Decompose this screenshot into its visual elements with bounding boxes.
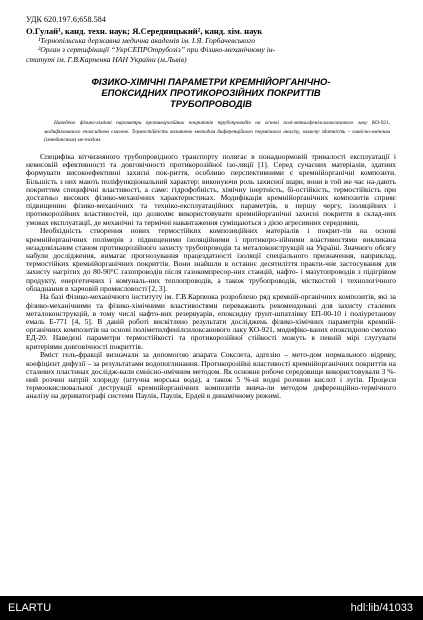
udc-code: УДК 620.197.6;658.584 (26, 15, 106, 24)
title-line-3: ТРУБОПРОВОДІВ (170, 98, 252, 110)
abstract: Наведено фізико-хімічні параметри протикорозійних покриттів трубопроводів на основі полі-метилфенілсилоксанового лаку КО-921, модифікованого епоксидною смолою. Термостійкість визначено методом диференційного термічного аналізу, захисну здатність – ємнісно-омічним (імпедансним) ме-тодом. (44, 120, 390, 144)
affiliation-2 (26, 45, 396, 64)
affiliation-1-text: ¹Тернопільська державна медична академія ім. І.Я. Горбачевського (38, 36, 255, 45)
title-line-1: ФІЗИКО-ХІМІЧНІ ПАРАМЕТРИ КРЕМНІЙОРГАНІЧНО- (91, 76, 331, 88)
affiliation-2-text-cont: ституті ім. Г.В.Карпенка НАН України (м.Львів) (26, 54, 187, 64)
body-paragraph-1: Специфіка вітчизняного трубопровідного транспорту полягає в понаднормовій тривалості експлуатації і невисокій ефективності та довговічності протикорозійної ізо-ляції [1]. Серед сучасних матеріалів, здатних формувати високоефективні захисні пок-риття, особливо перспективними є кремнійорганічні композити. Більшість з них мають поліфункціональний характер: виконуючи роль захисної шари, вони в той же час на-дають покриттям специфічні властивості, а саме: гідрофобність, хімічну інертність, бі-остійкість, термостійкість при достатньо високих фізико-механічних характеристиках. Модифікація кремнійорганічних композитів сприяє підвищенню фізико-механічних та техніко-експлуатаційних параметрів, в першу чергу, ізоляційних і протикорозійних властивостей, що дозволяє використовувати кремнійорганічні захисні покриття в склад-них умовах експлуатації, де механічні та термічні навантаження суміщаються з дією агресивних середовищ. (26, 152, 396, 227)
body-paragraph-2: Необхідність створення нових термостійких композиційних матеріалів і покрит-тів на основі кремнійорганічних полімерів з підвищеними ізоляційними і протикоро-зійними властивостями викликана незадовільним станом протикорозійного захисту трубопроводів та металоконструкцій на Україні. Значного обсягу набули дослідження, вимагає прогнозування працездатності ізоляції спеціального призначення, наприклад, термостійких кремнійорганічних покриттів. Вони знайшли в останнє десятиліття практи-чне застосування для захисту нагрітих до 80-90°С газопроводів після газокомпресор-них станцій, нафто- і мазутопроводів з підігрівом продукту, енергетичних і комуналь-них теплопроводів, а також трубопроводів, місткостей і технологічного обладнання в харчовій промисловості [2, 3]. (26, 226, 396, 293)
footer-bar (0, 596, 423, 620)
repository-label: ELARTU (8, 602, 52, 614)
body-paragraph-3: На базі Фізико-механічного інституту ім. Г.В.Карпенка розроблено ряд кремній-органічних композитів, які за фізико-механічними та фізико-хімічними властивостями переважають рекомендовані для захисту сталевих металоконструкцій, в тому числі нафто-вих резервуарів, епоксидну ґрунт-шпатлівку ЕП-00-10 і поліуретанову емаль Е-771 [4, 5]. В даній роботі висвітлено результати досліджень фізико-хімічних параметрів кремній-органічних композитів на основі поліметилфенілсилоксанового лаку КО-921, модифіко-ваних епоксидною смолою ЕД-20. Наведені параметри термостійкості та протикорозійної стійкості можуть в певній мірі слугувати критеріями довговічності покриттів. (26, 292, 396, 351)
body-paragraph-4: Вміст гель-фракції визначали за допомогою апарата Сокслета, адгезію – мето-дом нормального відриву, коефіцієнт дифузії – за результатами водопоглинання. Протикорозійні властивості кремнійорганічних покриттів на сталевих пластинах дослідж-вали ємнісно-омічним методом. Як основне робоче середовище використовували 3 %-ний розчин натрій хлориду (штучна морська вода), а також 5 %-ні водні розчини кислот і лугів. Процеси термоокислювальної деструкції кремнійорганічних композитів вивча-ли методом диференційно-термічного аналізу на дериватографі системи Паулік, Паулік, Ердей в динамічному режимі. (26, 350, 396, 401)
affiliation-1 (26, 36, 396, 45)
article-title (26, 76, 396, 109)
document-page (26, 15, 396, 401)
title-line-2: ЕПОКСИДНИХ ПРОТИКОРОЗІЙНИХ ПОКРИТТІВ (101, 87, 321, 99)
handle-identifier: hdl:lib/41033 (350, 602, 413, 614)
authors-line: О.Гулай¹, канд. техн. наук; Я.Середницький², канд. хім. наук (26, 26, 263, 36)
affiliation-2-text: ²Орган з сертифікації “УкрСЕПРОтрубозіз” при Фізико-механічному ін- (38, 45, 276, 55)
